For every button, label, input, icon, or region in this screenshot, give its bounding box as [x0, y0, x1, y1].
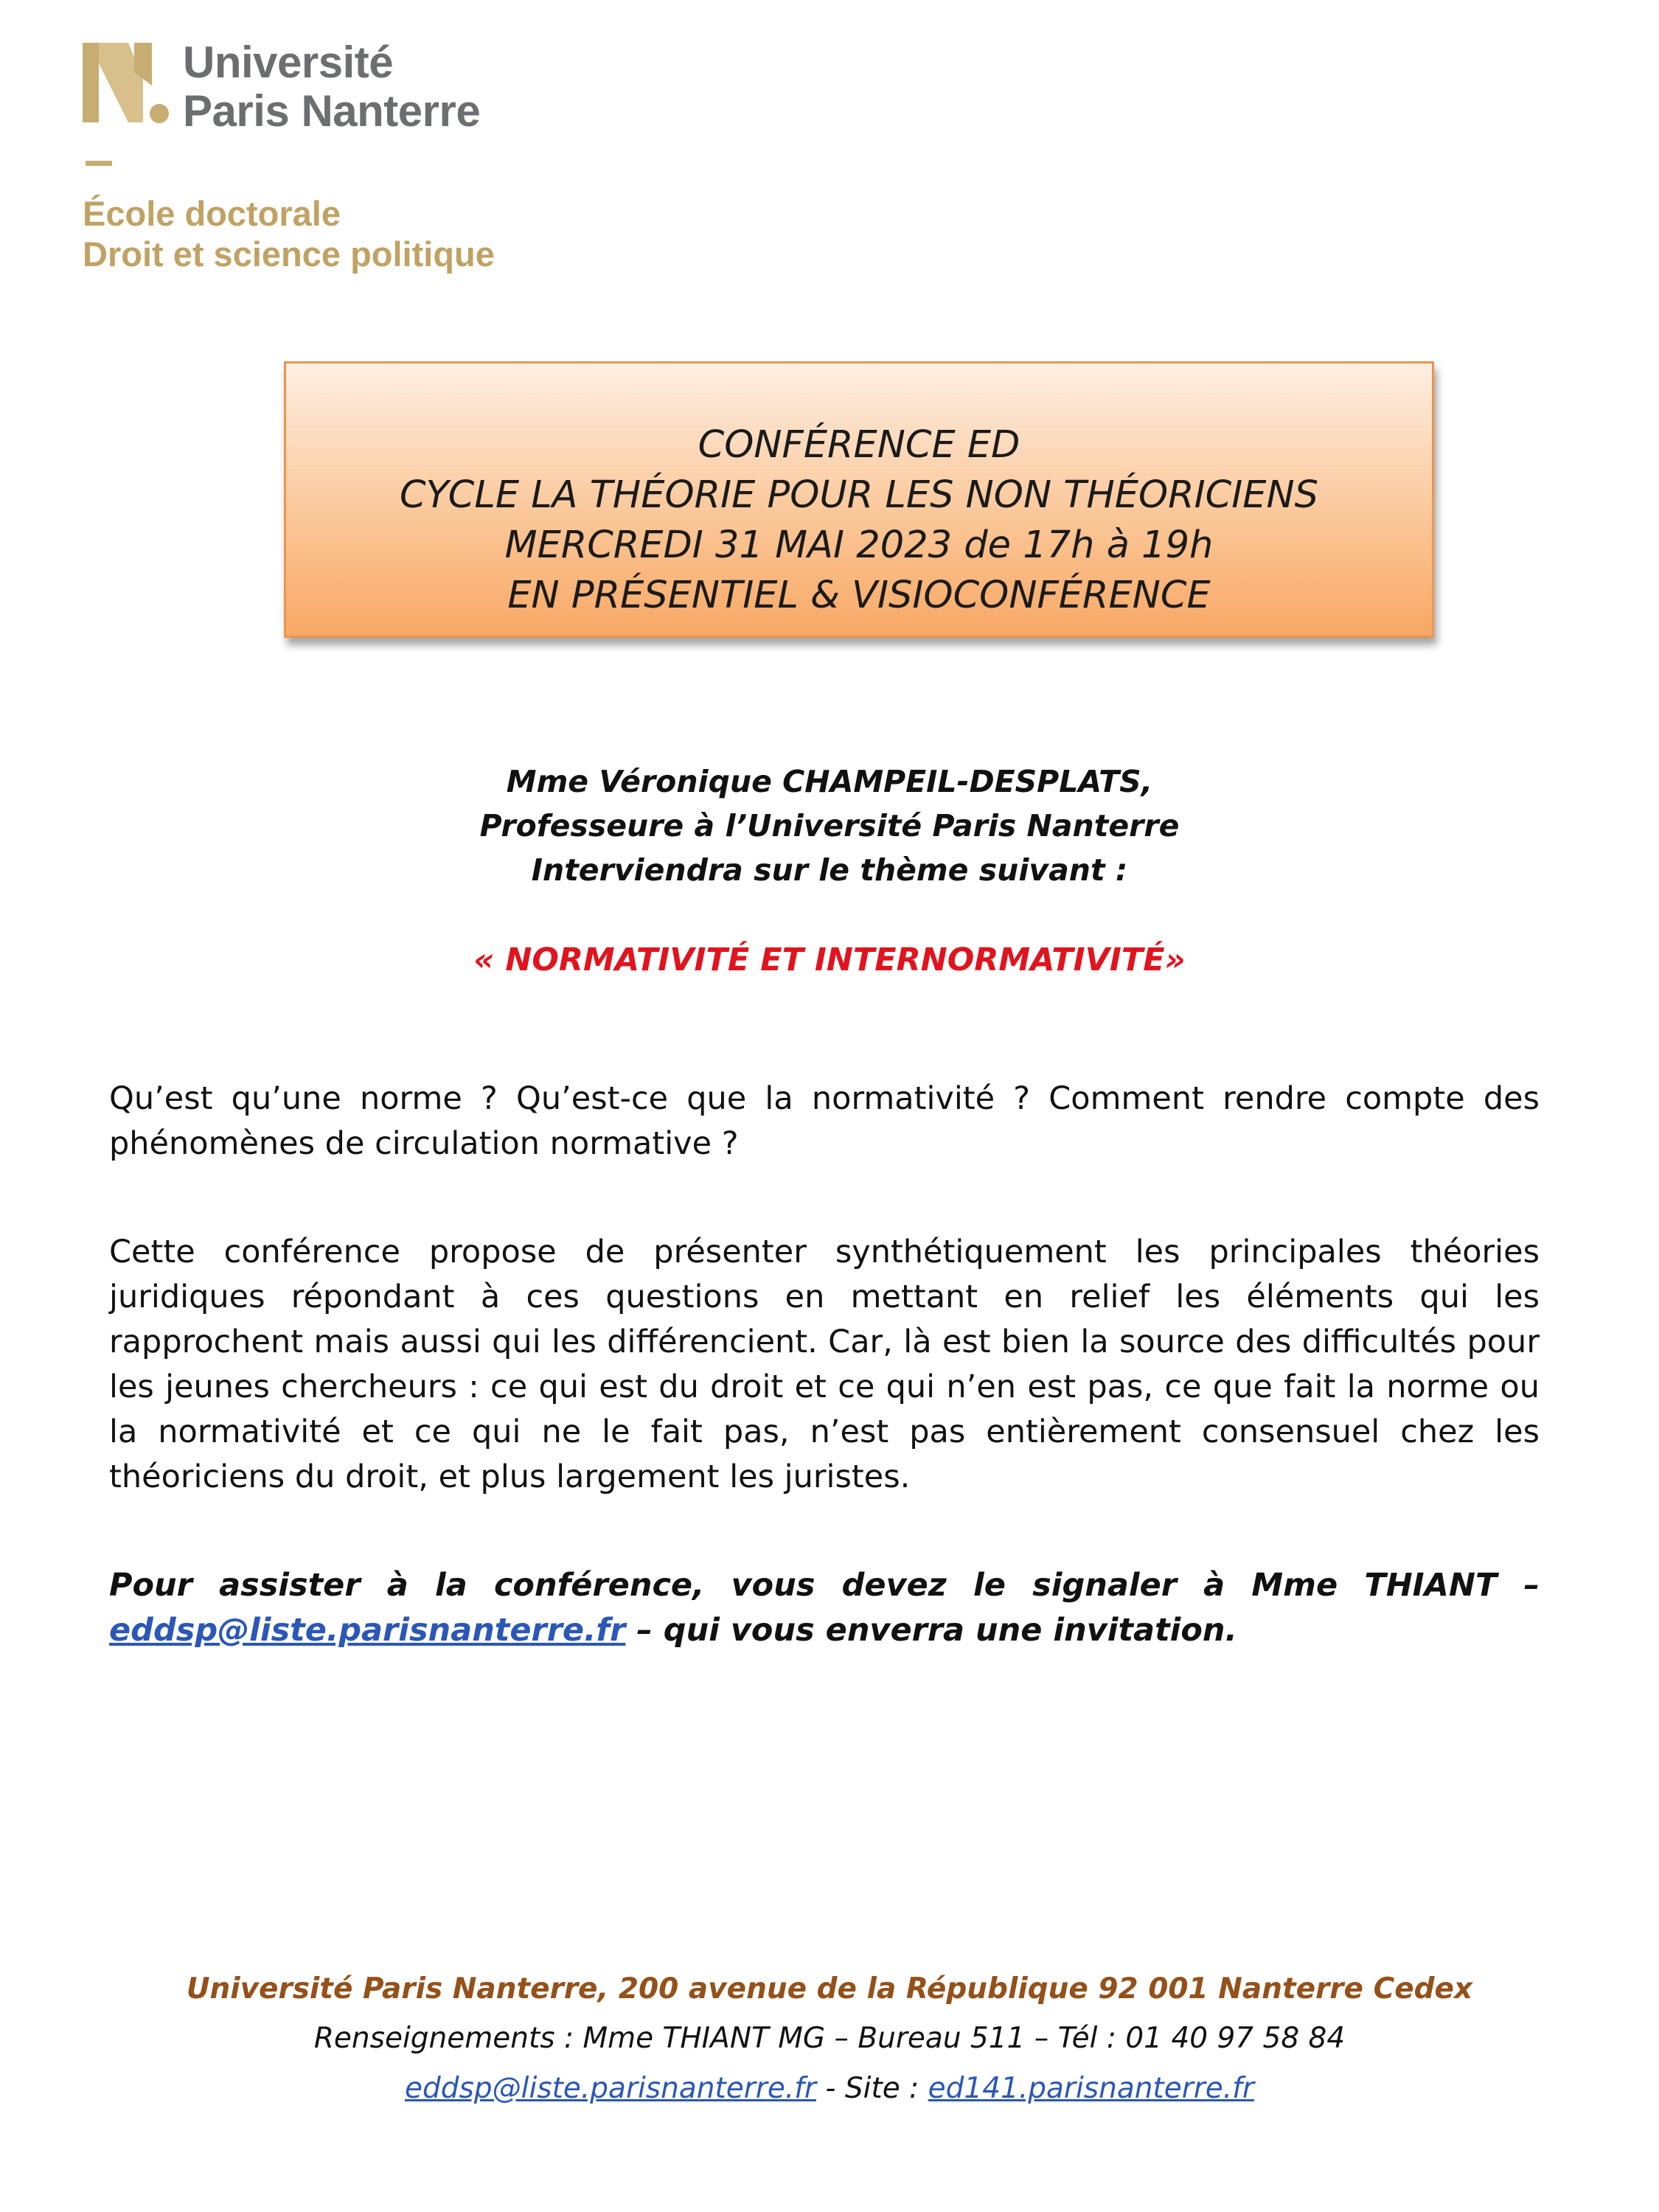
- conference-banner: [284, 361, 1434, 638]
- footer-email-link[interactable]: eddsp@liste.parisnanterre.fr: [405, 2072, 816, 2105]
- registration-text: Pour assister à la conférence, vous devez le signaler à Mme THIANT –: [109, 1567, 1540, 1604]
- nanterre-logo-icon: [83, 43, 171, 131]
- banner-line: CONFÉRENCE ED: [698, 423, 1020, 467]
- banner-line: MERCREDI 31 MAI 2023 de 17h à 19h: [504, 524, 1214, 567]
- speaker-title: Professeure à l’Université Paris Nanterre: [479, 808, 1180, 844]
- speaker-intro: Interviendra sur le thème suivant :: [531, 852, 1128, 888]
- logo-divider: [86, 161, 112, 166]
- footer-contact: [0, 2067, 1659, 2111]
- banner-line: CYCLE LA THÉORIE POUR LES NON THÉORICIENS: [399, 473, 1319, 517]
- speaker-block: [0, 759, 1659, 892]
- footer-address: Université Paris Nanterre, 200 avenue de la République 92 001 Nanterre Cedex: [186, 1972, 1473, 2006]
- school-name-line1: École doctorale: [83, 194, 341, 233]
- footer-info: Renseignements : Mme THIANT MG – Bureau 511 – Tél : 01 40 97 58 84: [313, 2022, 1346, 2055]
- logo-university: Université: [183, 38, 394, 87]
- school-name-line2: Droit et science politique: [83, 234, 495, 274]
- body-paragraph-description: Cette conférence propose de présenter synthétiquement les principales théories juridiques répondant à ces questions en mettant en relief les éléments qui les rapprochent mais aussi qui les différencient. Car, là est bien la source des difficultés pour les jeunes chercheurs : ce qui est du droit et ce qui n’en est pas, ce que fait la norme ou la normativité et ce qui ne le fait pas, n’est pas entièrement consensuel chez les théoriciens du droit, et plus largement les juristes.: [109, 1234, 1540, 1495]
- speaker-name: Mme Véronique CHAMPEIL-DESPLATS,: [506, 764, 1153, 799]
- registration-text-end: – qui vous enverra une invitation.: [625, 1612, 1237, 1649]
- body-paragraph-questions: Qu’est qu’une norme ? Qu’est-ce que la normativité ? Comment rendre compte des phénomènes de circulation normative ?: [109, 1080, 1540, 1162]
- conference-theme: « NORMATIVITÉ ET INTERNORMATIVITÉ»: [473, 942, 1186, 978]
- footer-site-link[interactable]: ed141.parisnanterre.fr: [928, 2072, 1254, 2105]
- registration-email-link[interactable]: eddsp@liste.parisnanterre.fr: [109, 1612, 626, 1649]
- footer-site-label: - Site :: [815, 2072, 928, 2105]
- registration-paragraph: [109, 1563, 1540, 1653]
- university-logo: [83, 38, 554, 274]
- logo-paris-nanterre: Paris Nanterre: [183, 86, 481, 136]
- banner-line: EN PRÉSENTIEL & VISIOCONFÉRENCE: [507, 574, 1211, 617]
